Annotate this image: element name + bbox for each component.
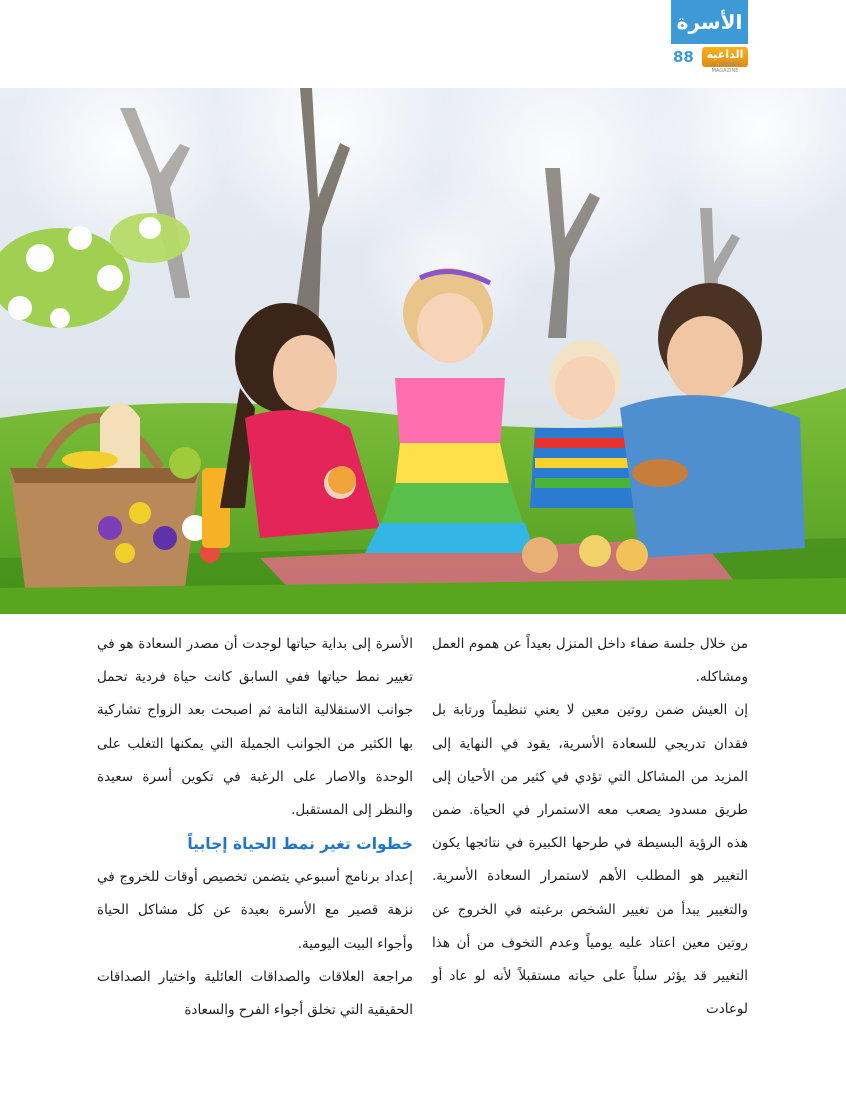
- paragraph: الأسرة إلى بداية حياتها لوجدت أن مصدر السعادة هو في تغيير نمط حياتها ففي السابق كانت حياة فردية تحمل جوانب الاستقلالية التامة ثم اصبحت بعد الزواج تشاركية بها الكثير من الجوانب الجميلة التي يمكنها التغلب على الوحدة والاصار على الرغبة في تكوين أسرة سعيدة والنظر إلى المستقبل.: [97, 636, 413, 819]
- article-column-left: [97, 628, 413, 1027]
- section-subheading: خطوات تغير نمط الحياة إجابياً: [187, 835, 413, 854]
- paragraph: إن العيش ضمن روتين معين لا يعني تنظيماً ورتابة بل فقدان تدريجي للسعادة الأسرية، يقود في النهاية إلى المزيد من المشاكل التي تؤدي في كثير من الأحيان إلى طريق مسدود يصعب معه الاستمرار في الحياة. ضمن هذه الرؤية البسيطة في طرحها الكبيرة في نتائجها يكون التغيير هو المطلب الأهم لاستمرار السعادة الأسرية. والتغيير يبدأ من تغيير الشخص برغبته في الخروج عن روتين معين اعتاد عليه يومياً وعدم التخوف من أن هذا التغيير قد يؤثر سلباً على حياته مستقبلاً لأنه لو عاد أو لوعادت: [432, 702, 748, 1018]
- paragraph: من خلال جلسة صفاء داخل المنزل بعيداً عن هموم العمل ومشاكله.: [432, 636, 748, 686]
- logo-subtitle: AL DAEYAH MAGAZINE: [711, 62, 739, 74]
- page-number: 88: [673, 48, 694, 66]
- section-label: الأسرة: [671, 0, 748, 44]
- paragraph: إعداد برنامج أسبوعي يتضمن تخصيص أوقات للخروج في نزهة قصير مع الأسرة بعيدة عن كل مشاكل الحياة وأجواء البيت اليومية.: [97, 869, 413, 952]
- paragraph: مراجعة العلاقات والصداقات العائلية واختيار الصداقات الحقيقية التي تخلق أجواء الفرح والسعادة: [97, 968, 413, 1019]
- family-picnic-photo: [0, 88, 846, 614]
- article-column-right: [432, 628, 748, 1026]
- magazine-logo: [702, 47, 748, 74]
- logo-text: الداعية: [706, 48, 744, 61]
- page-meta: [671, 46, 748, 74]
- photo-illustration: [0, 88, 846, 614]
